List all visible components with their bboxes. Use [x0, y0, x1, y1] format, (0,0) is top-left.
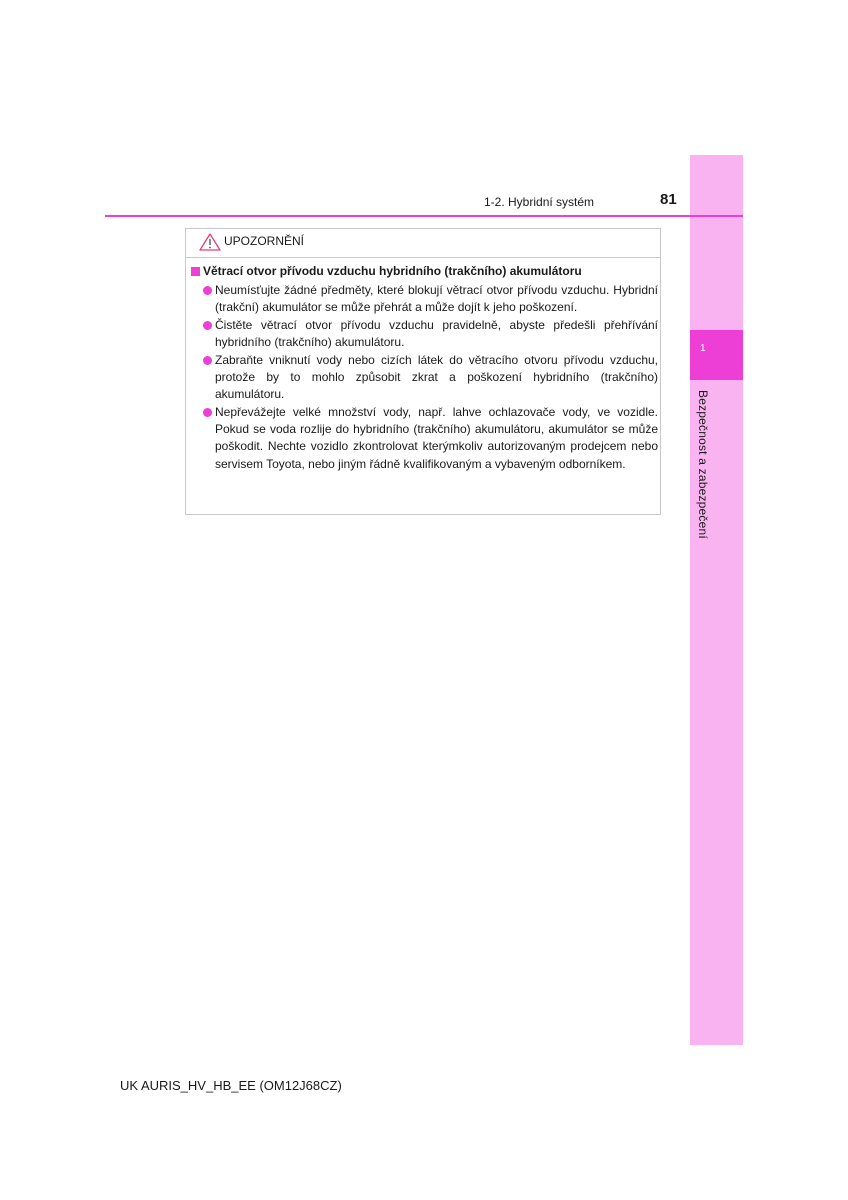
warning-bullet-text: Čistěte větrací otvor přívodu vzduchu pravidelně, abyste předešli přehřívání hybridního (trakčního) akumulátoru.	[215, 317, 658, 350]
chapter-number: 1	[700, 343, 706, 354]
warning-bullet	[190, 404, 658, 473]
chapter-label: Bezpečnost a zabezpečení	[696, 390, 710, 539]
circle-bullet-icon	[203, 356, 212, 365]
warning-title: UPOZORNĚNÍ	[224, 234, 305, 248]
warning-bullet	[190, 352, 658, 404]
warning-bullet	[190, 317, 658, 351]
warning-body	[190, 264, 658, 473]
square-bullet-icon	[191, 267, 200, 276]
chapter-side-tab	[690, 155, 743, 1045]
circle-bullet-icon	[203, 408, 212, 417]
warning-box	[185, 228, 661, 515]
warning-bullet-text: Nepřevážejte velké množství vody, např. lahve ochlazovače vody, ve vozidle. Pokud se voda rozlije do hybridního (trakčního) akumulátoru, akumulátor se může poškodit. Nechte vozidlo zkontrolovat kterýmkoliv autorizovaným prodejcem nebo servisem Toyota, nebo jiným řádně kvalifikovaným a vybaveným odborníkem.	[215, 404, 658, 471]
warning-subheading-text: Větrací otvor přívodu vzduchu hybridního (trakčního) akumulátoru	[203, 264, 582, 278]
page-number: 81	[660, 191, 677, 208]
warning-bullet	[190, 282, 658, 316]
warning-triangle-icon	[199, 233, 221, 251]
section-title: 1-2. Hybridní systém	[484, 195, 595, 209]
warning-subheading	[190, 264, 658, 279]
document-code: UK AURIS_HV_HB_EE (OM12J68CZ)	[120, 1078, 342, 1093]
chapter-tab-active[interactable]	[690, 330, 743, 380]
circle-bullet-icon	[203, 286, 212, 295]
warning-header	[186, 229, 660, 258]
header-divider	[105, 215, 743, 217]
circle-bullet-icon	[203, 321, 212, 330]
warning-bullet-text: Neumísťujte žádné předměty, které blokují větrací otvor přívodu vzduchu. Hybridní (trakční) akumulátor se může přehrát a může dojít k jeho poškození.	[215, 283, 658, 315]
warning-bullet-text: Zabraňte vniknutí vody nebo cizích látek do větracího otvoru přívodu vzduchu, protože by to mohlo způsobit zkrat a poškození hybridního (trakčního) akumulátoru.	[215, 352, 658, 402]
